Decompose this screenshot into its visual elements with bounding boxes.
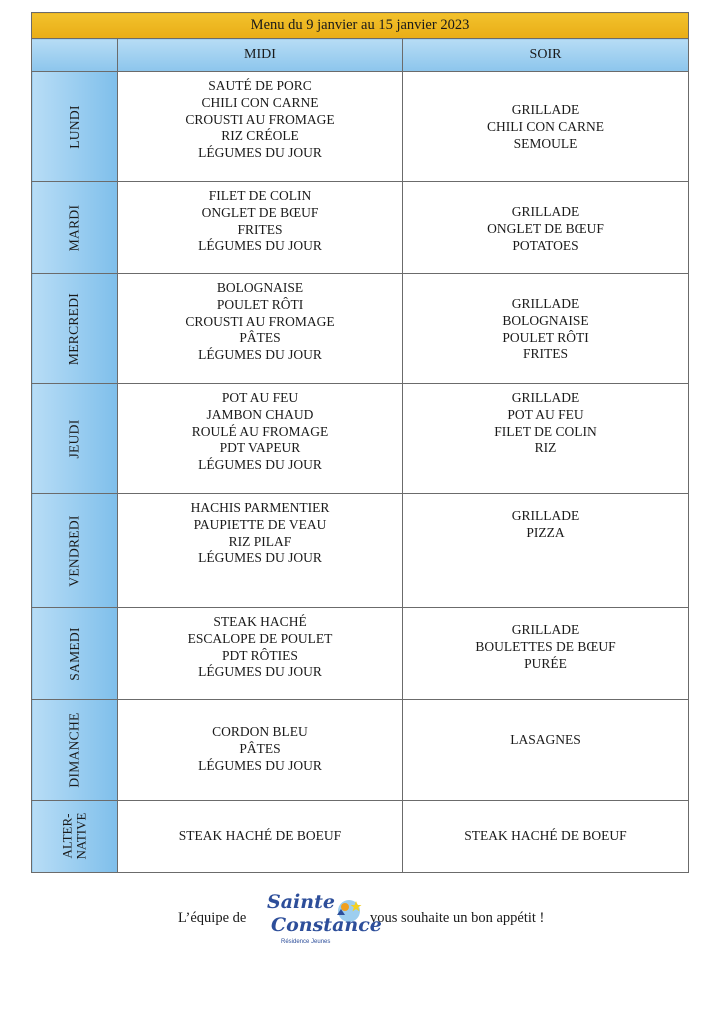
day-row-samedi: [32, 608, 689, 700]
lunch-cell: [118, 608, 403, 700]
footer-text-after: vous souhaite un bon appétit !: [370, 910, 545, 926]
dish: CROUSTI AU FROMAGE: [185, 313, 335, 329]
dish: SAUTÉ DE PORC: [208, 78, 312, 93]
day-row-lundi: [32, 72, 689, 182]
dish: STEAK HACHÉ: [213, 614, 307, 629]
sainte-constance-logo: [263, 891, 382, 951]
day-row-vendredi: [32, 494, 689, 608]
dish: POULET RÔTI: [502, 329, 589, 345]
dish: CHILI CON CARNE: [201, 94, 319, 110]
dish: PAUPIETTE DE VEAU: [193, 516, 327, 532]
day-row-jeudi: [32, 384, 689, 494]
dish: POT AU FEU: [507, 406, 584, 422]
dish: LÉGUMES DU JOUR: [198, 145, 322, 161]
logo-subtitle: Résidence Jeunes: [281, 939, 331, 945]
column-header-midi: MIDI: [118, 39, 403, 72]
day-cell: [32, 182, 118, 274]
lunch-cell: [118, 182, 403, 274]
dish: POULET RÔTI: [216, 296, 304, 312]
dish: POTATOES: [512, 237, 579, 253]
day-label: SAMEDI: [66, 626, 82, 681]
day-row-dimanche: [32, 700, 689, 801]
lunch-cell: [118, 274, 403, 384]
dinner-cell: [403, 182, 689, 274]
day-label: MARDI: [66, 204, 82, 251]
dish: LÉGUMES DU JOUR: [198, 757, 322, 773]
dish: PDT VAPEUR: [219, 440, 301, 456]
dish: BOULETTES DE BŒUF: [475, 638, 616, 654]
dish: ONGLET DE BŒUF: [201, 204, 319, 220]
dinner-cell: [403, 274, 689, 384]
dish: CHILI CON CARNE: [487, 118, 604, 134]
footer-text-before: L’équipe de: [178, 910, 247, 926]
dish: FILET DE COLIN: [208, 188, 312, 203]
lunch-cell: [118, 384, 403, 494]
dish: GRILLADE: [511, 102, 580, 117]
dish: FRITES: [522, 346, 568, 362]
dish: LÉGUMES DU JOUR: [198, 457, 322, 473]
day-cell: [32, 700, 118, 801]
day-label: JEUDI: [66, 419, 82, 458]
dish: JAMBON CHAUD: [206, 406, 314, 422]
dish: ESCALOPE DE POULET: [187, 630, 333, 646]
dish: PDT RÔTIES: [222, 647, 298, 663]
dinner-cell: [403, 700, 689, 801]
dish: STEAK HACHÉ DE BOEUF: [178, 828, 342, 844]
day-cell: [32, 608, 118, 700]
dish: ONGLET DE BŒUF: [487, 220, 604, 236]
day-cell: [32, 384, 118, 494]
menu-title: Menu du 9 janvier au 15 janvier 2023: [32, 13, 689, 39]
dish: LÉGUMES DU JOUR: [198, 664, 322, 680]
dish: PIZZA: [526, 524, 565, 540]
day-cell: [32, 274, 118, 384]
dish: GRILLADE: [511, 296, 580, 311]
lunch-cell: [118, 700, 403, 801]
dish: GRILLADE: [511, 622, 580, 637]
day-label: DIMANCHE: [66, 712, 82, 788]
dish: PÂTES: [239, 740, 281, 756]
lunch-cell: [118, 801, 403, 873]
footer: [0, 893, 725, 953]
dinner-cell: [403, 72, 689, 182]
dish: GRILLADE: [511, 508, 580, 523]
dish: BOLOGNAISE: [216, 280, 304, 295]
day-label: VENDREDI: [66, 514, 82, 587]
dinner-cell: [403, 384, 689, 494]
dish: CORDON BLEU: [212, 724, 308, 739]
dish: LÉGUMES DU JOUR: [198, 550, 322, 566]
dish: BOLOGNAISE: [502, 312, 589, 328]
day-label: ALTER- NATIVE: [59, 812, 89, 859]
dish: ROULÉ AU FROMAGE: [191, 423, 329, 439]
day-row-alternative: [32, 801, 689, 873]
dish: HACHIS PARMENTIER: [190, 500, 330, 515]
dish: LASAGNES: [510, 732, 581, 747]
dinner-cell: [403, 801, 689, 873]
header-corner: [32, 39, 118, 72]
dish: PÂTES: [239, 330, 281, 346]
dish: RIZ CRÉOLE: [221, 128, 299, 144]
menu-table: [31, 12, 689, 873]
column-header-soir: SOIR: [403, 39, 689, 72]
dish: GRILLADE: [511, 390, 580, 405]
dish: LÉGUMES DU JOUR: [198, 347, 322, 363]
dinner-cell: [403, 608, 689, 700]
lunch-cell: [118, 72, 403, 182]
dish: PURÉE: [524, 655, 567, 671]
dish: RIZ: [534, 440, 557, 456]
logo-line2: Constance: [271, 914, 382, 936]
dish: LÉGUMES DU JOUR: [198, 238, 322, 254]
logo-sun: [341, 903, 349, 911]
day-label: LUNDI: [66, 104, 82, 149]
dish: GRILLADE: [511, 204, 580, 219]
day-cell: [32, 72, 118, 182]
day-label: MERCREDI: [66, 292, 82, 365]
day-cell: [32, 494, 118, 608]
dish: RIZ PILAF: [228, 533, 292, 549]
day-row-mercredi: [32, 274, 689, 384]
dish: POT AU FEU: [221, 390, 299, 405]
dinner-cell: [403, 494, 689, 608]
day-cell: [32, 801, 118, 873]
lunch-cell: [118, 494, 403, 608]
dish: FRITES: [237, 221, 283, 237]
dish: CROUSTI AU FROMAGE: [185, 111, 335, 127]
dish: SEMOULE: [513, 135, 578, 151]
day-row-mardi: [32, 182, 689, 274]
dish: STEAK HACHÉ DE BOEUF: [464, 828, 627, 844]
dish: FILET DE COLIN: [494, 423, 597, 439]
logo-line1: Sainte: [267, 891, 335, 913]
